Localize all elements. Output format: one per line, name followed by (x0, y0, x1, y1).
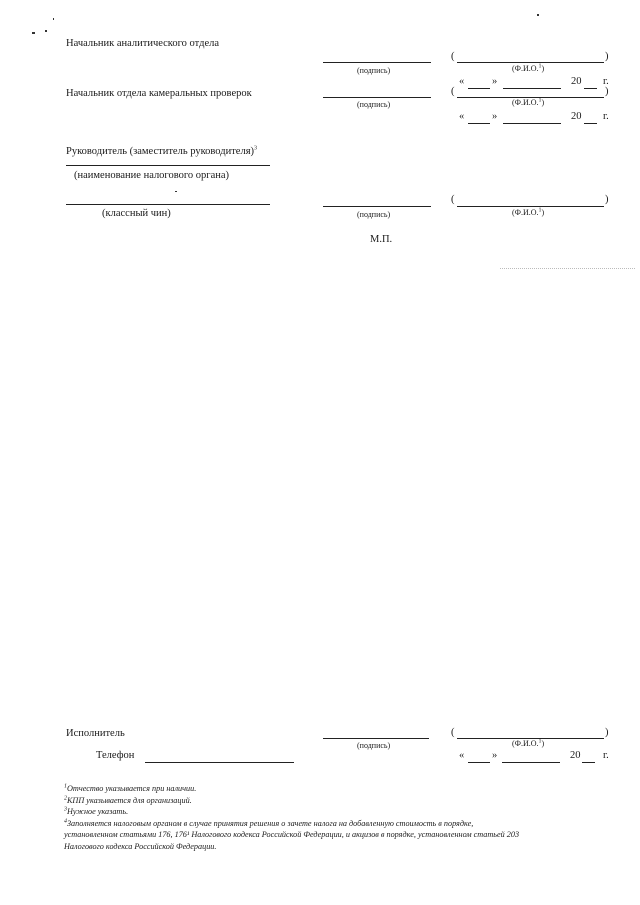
date-month-line (502, 762, 560, 763)
signature-caption: (подпись) (357, 210, 391, 219)
scan-speck (175, 191, 177, 192)
fio-caption: (Ф.И.О.$^1$) (512, 738, 545, 748)
signature-line (323, 97, 431, 98)
phone-line (145, 762, 294, 763)
footnote-continuation: Налогового кодекса Российской Федерации. (64, 841, 217, 851)
date-year-line (584, 123, 597, 124)
fio-caption: (Ф.И.О.$^1$) (512, 97, 545, 107)
stamp-place: М.П. (370, 234, 393, 245)
signature-caption: (подпись) (357, 66, 391, 75)
fio-open-paren: ( (451, 727, 455, 738)
year-prefix: 20 (571, 76, 582, 87)
date-open-quote: « (459, 111, 465, 122)
signature-caption: (подпись) (357, 100, 391, 109)
footnote: $^2$КПП указывается для организаций. (64, 794, 192, 805)
head-title: Руководитель (заместитель руководителя)$^3$ (66, 145, 258, 157)
org-name-line (66, 165, 270, 166)
fio-open-paren: ( (451, 51, 455, 62)
class-rank-line (66, 204, 270, 205)
signature-line (323, 206, 431, 207)
phone-label: Телефон (96, 750, 135, 761)
fio-open-paren: ( (451, 86, 455, 97)
date-day-line (468, 123, 490, 124)
date-day-line (468, 762, 490, 763)
footnotes (64, 783, 519, 852)
date-month-line (503, 88, 561, 89)
footnote: $^3$Нужное указать. (64, 806, 129, 816)
date-year-line (584, 88, 597, 89)
executor-label: Исполнитель (66, 728, 125, 739)
fio-close-paren: ) (605, 194, 609, 205)
signature-line (323, 62, 431, 63)
year-suffix: г. (603, 750, 609, 761)
fio-line (457, 206, 604, 207)
year-prefix: 20 (571, 111, 582, 122)
date-open-quote: « (459, 750, 465, 761)
footnote: $^1$Отчество указывается при наличии. (64, 783, 197, 793)
fio-caption: (Ф.И.О.$^1$) (512, 63, 545, 73)
date-day-line (468, 88, 490, 89)
fio-close-paren: ) (605, 86, 609, 97)
scan-speck (45, 30, 47, 32)
date-year-line (582, 762, 595, 763)
year-suffix: г. (603, 76, 609, 87)
fio-caption: (Ф.И.О.$^1$) (512, 207, 545, 217)
footnote-continuation: установленном статьями 176, 176¹ Налогового кодекса Российской Федерации, и акцизов в порядке, установленном статьей 203 (64, 830, 520, 839)
position-desk-audit-head: Начальник отдела камеральных проверок (66, 88, 252, 99)
year-prefix: 20 (570, 750, 581, 761)
signature-line (323, 738, 429, 739)
org-name-caption: (наименование налогового органа) (74, 170, 230, 181)
signature-caption: (подпись) (357, 741, 391, 750)
fio-line (457, 62, 604, 63)
scan-artifact-line (500, 268, 635, 269)
date-close-quote: » (492, 76, 498, 87)
scan-speck (32, 32, 35, 34)
fio-close-paren: ) (605, 51, 609, 62)
footnote: $^4$Заполняется налоговым органом в случае принятия решения о зачете налога на добавленную стоимость в порядке, (64, 817, 474, 828)
date-month-line (503, 123, 561, 124)
date-close-quote: » (492, 111, 498, 122)
scan-speck (53, 18, 54, 20)
date-close-quote: » (492, 750, 498, 761)
date-open-quote: « (459, 76, 465, 87)
fio-open-paren: ( (451, 194, 455, 205)
fio-close-paren: ) (605, 727, 609, 738)
position-analytics-head: Начальник аналитического отдела (66, 38, 220, 49)
scan-speck (537, 14, 539, 16)
class-rank-caption: (классный чин) (102, 208, 171, 219)
year-suffix: г. (603, 111, 609, 122)
